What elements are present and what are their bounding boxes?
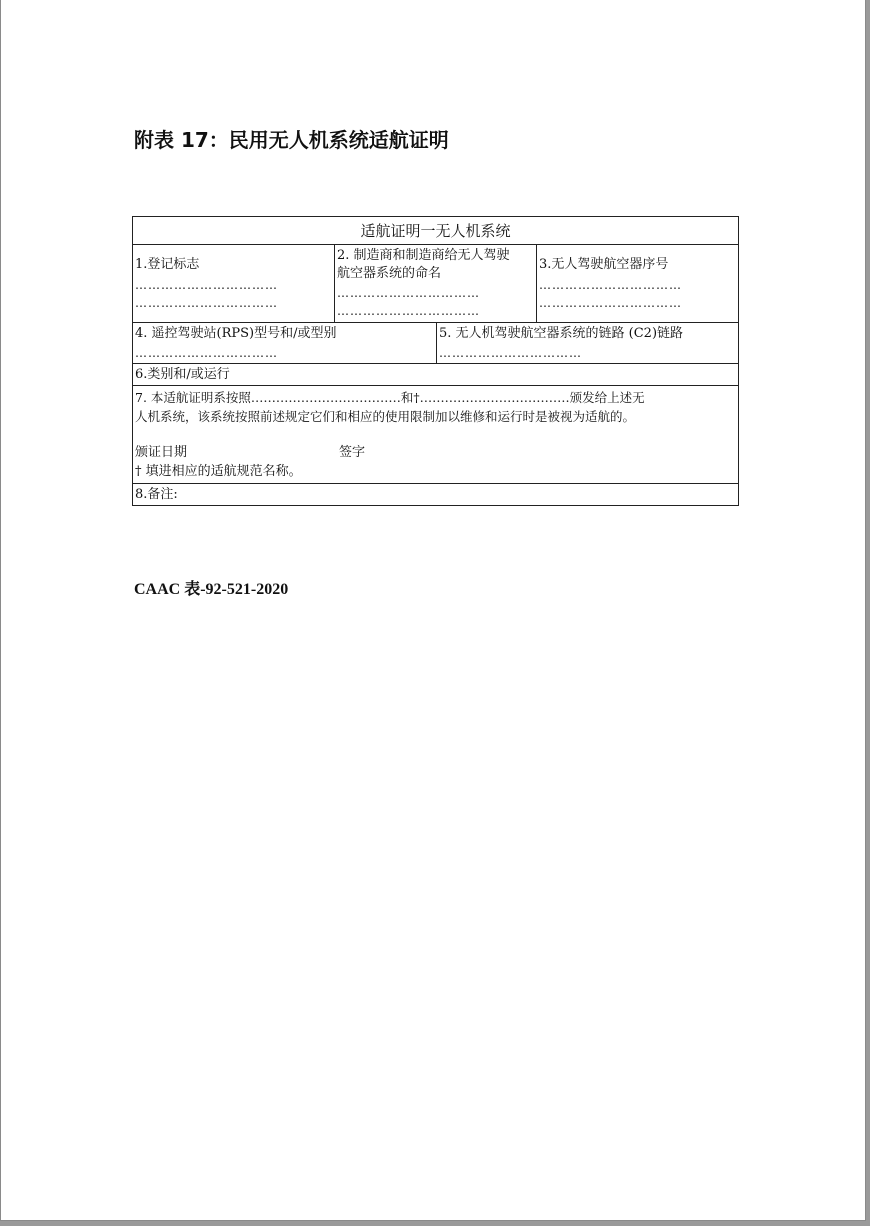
signature-label: 签字 [339,445,366,460]
row-divider [133,363,738,364]
field-serial-dots: …………………………… [539,296,682,310]
field-certification-statement: 7. 本适航证明系按照………………………………和†………………………………颁发给上述无 [135,390,645,405]
field-manufacturer-label: 航空器系统的命名 [337,266,442,281]
field-manufacturer-label: 2. 制造商和制造商给无人驾驶 [337,248,510,263]
field-serial-label: 3.无人驾驶航空器序号 [539,257,669,272]
field-c2-link-dots: …………………………… [439,346,582,360]
field-registration-dots: …………………………… [135,278,278,292]
column-divider [536,245,537,322]
column-divider [436,323,437,363]
issue-date-label: 颁证日期 [135,445,188,460]
field-manufacturer-dots: …………………………… [337,304,480,318]
page-shadow [0,1221,870,1226]
form-header: 适航证明一无人机系统 [360,222,511,240]
field-c2-link-label: 5. 无人机驾驶航空器系统的链路 (C2)链路 [439,326,684,341]
page-shadow [866,0,870,1226]
field-rps-dots: …………………………… [135,346,278,360]
field-remarks-label: 8.备注: [135,487,178,502]
form-code: CAAC 表-92-521-2020 [134,581,289,598]
airworthiness-form [132,216,739,506]
column-divider [334,245,335,322]
row-divider [133,385,738,386]
field-certification-statement: 人机系统，该系统按照前述规定它们和相应的使用限制加以维修和运行时是被视为适航的。 [135,409,636,424]
row-divider [133,483,738,484]
field-manufacturer-dots: …………………………… [337,286,480,300]
document-page [1,0,865,1220]
field-registration-label: 1.登记标志 [135,257,200,272]
footnote-text: † 填进相应的适航规范名称。 [135,464,302,479]
row-divider [133,244,738,245]
field-registration-dots: …………………………… [135,296,278,310]
field-rps-label: 4. 遥控驾驶站(RPS)型号和/或型别 [135,326,337,341]
document-title: 附表 17：民用无人机系统适航证明 [134,128,449,152]
field-category-label: 6.类别和/或运行 [135,367,230,382]
field-serial-dots: …………………………… [539,278,682,292]
